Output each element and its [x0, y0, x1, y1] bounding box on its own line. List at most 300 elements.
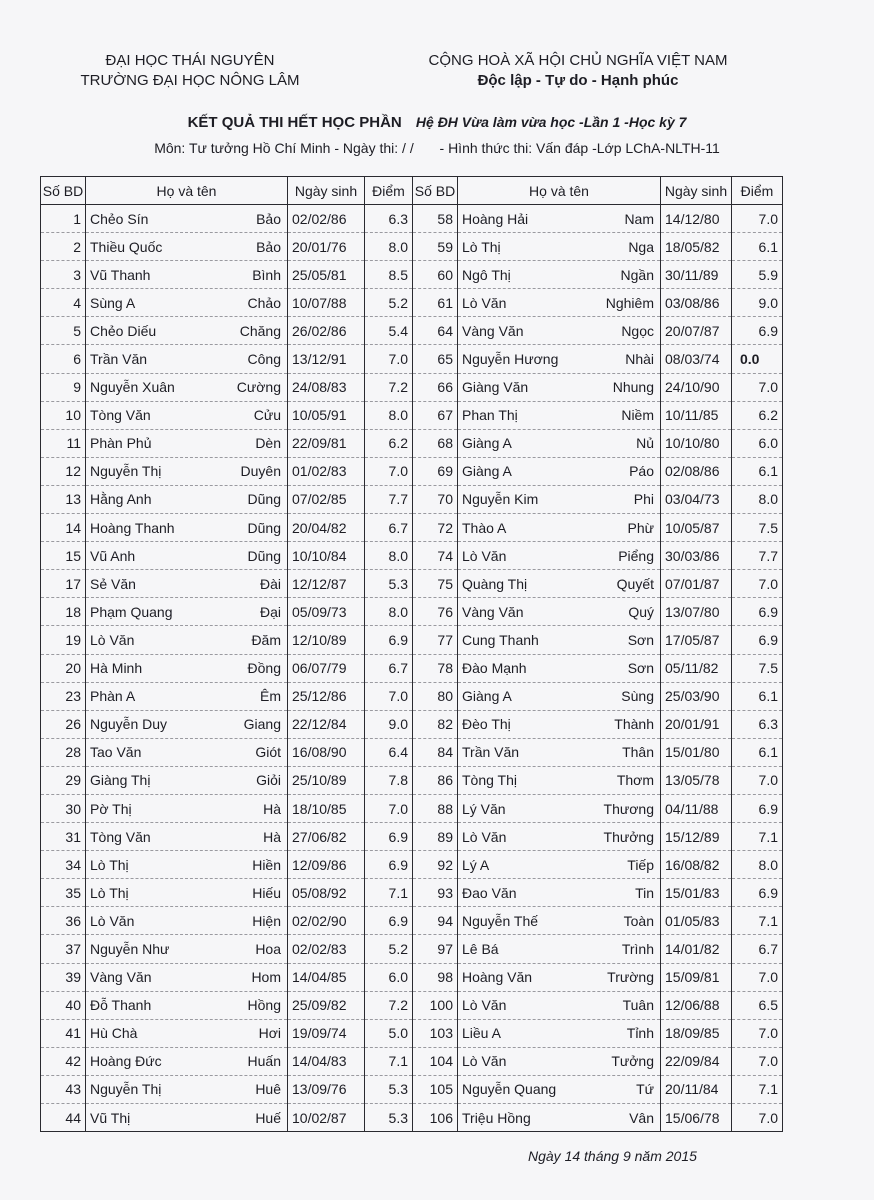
table-row: [41, 514, 783, 542]
date-of-birth: 25/09/82: [288, 991, 365, 1019]
table-row: [41, 485, 783, 513]
student-name-cell: [86, 682, 288, 710]
student-name-cell: [458, 879, 661, 907]
date-of-birth: 15/12/89: [661, 823, 732, 851]
given-name: Huấn: [247, 1053, 281, 1070]
family-middle-name: Chẻo Diếu: [90, 322, 157, 339]
score: 7.1: [365, 1047, 413, 1075]
student-name-cell: [458, 514, 661, 542]
date-of-birth: 20/04/82: [288, 514, 365, 542]
family-middle-name: Hoàng Văn: [462, 969, 533, 986]
table-header-row: [41, 177, 783, 205]
col-header-sbd: Số BD: [41, 177, 86, 205]
student-number: 15: [41, 542, 86, 570]
student-number: 64: [413, 317, 458, 345]
student-name-cell: [86, 794, 288, 822]
given-name: Vân: [629, 1109, 654, 1126]
given-name: Nủ: [636, 435, 654, 452]
table-row: [41, 373, 783, 401]
student-name-cell: [86, 429, 288, 457]
given-name: Nhài: [625, 351, 654, 368]
student-name-cell: [458, 963, 661, 991]
given-name: Quyết: [616, 575, 654, 592]
student-number: 77: [413, 626, 458, 654]
score: 7.0: [732, 205, 783, 233]
student-name-cell: [86, 766, 288, 794]
score: 6.9: [732, 879, 783, 907]
score: 8.0: [732, 851, 783, 879]
family-middle-name: Lò Thị: [90, 884, 129, 901]
score: 7.1: [732, 907, 783, 935]
student-name-cell: [86, 289, 288, 317]
family-middle-name: Tòng Thị: [462, 772, 517, 789]
given-name: Hơi: [258, 1025, 281, 1042]
table-row: [41, 738, 783, 766]
student-number: 9: [41, 373, 86, 401]
score: 6.9: [732, 626, 783, 654]
table-row: [41, 710, 783, 738]
student-name-cell: [458, 1047, 661, 1075]
table-row: [41, 851, 783, 879]
student-number: 94: [413, 907, 458, 935]
student-number: 13: [41, 485, 86, 513]
family-middle-name: Nguyễn Thế: [462, 912, 539, 929]
document-title: [0, 114, 874, 131]
student-name-cell: [86, 1075, 288, 1103]
student-name-cell: [86, 514, 288, 542]
score: 7.5: [732, 654, 783, 682]
family-middle-name: Chẻo Sín: [90, 210, 149, 227]
date-of-birth: 16/08/90: [288, 738, 365, 766]
score: 6.9: [365, 823, 413, 851]
student-name-cell: [86, 401, 288, 429]
given-name: Trường: [607, 969, 654, 986]
given-name: Cường: [236, 379, 281, 396]
date-of-birth: 08/03/74: [661, 345, 732, 373]
student-number: 80: [413, 682, 458, 710]
given-name: Phừ: [627, 519, 654, 536]
table-row: [41, 823, 783, 851]
score: 6.0: [365, 963, 413, 991]
given-name: Thân: [622, 744, 654, 761]
student-number: 30: [41, 794, 86, 822]
family-middle-name: Lò Thị: [90, 856, 129, 873]
university-name: ĐẠI HỌC THÁI NGUYÊN: [105, 52, 275, 69]
date-of-birth: 04/11/88: [661, 794, 732, 822]
given-name: Dũng: [247, 491, 281, 508]
score: 7.0: [732, 1047, 783, 1075]
student-name-cell: [86, 963, 288, 991]
family-middle-name: Vàng Văn: [462, 603, 524, 620]
score: 7.1: [365, 879, 413, 907]
student-number: 89: [413, 823, 458, 851]
family-middle-name: Hoàng Đức: [90, 1053, 162, 1070]
results-table: [40, 176, 783, 1132]
student-name-cell: [86, 738, 288, 766]
table-row: [41, 261, 783, 289]
date-of-birth: 14/04/85: [288, 963, 365, 991]
family-middle-name: Trần Văn: [462, 744, 520, 761]
date-of-birth: 22/09/81: [288, 429, 365, 457]
score: 8.0: [365, 233, 413, 261]
student-number: 28: [41, 738, 86, 766]
family-middle-name: Nguyễn Thị: [90, 1081, 162, 1098]
given-name: Bình: [252, 266, 281, 283]
student-number: 6: [41, 345, 86, 373]
student-number: 10: [41, 401, 86, 429]
given-name: Trình: [621, 940, 654, 957]
student-name-cell: [86, 626, 288, 654]
date-of-birth: 30/03/86: [661, 542, 732, 570]
student-name-cell: [86, 317, 288, 345]
student-name-cell: [86, 261, 288, 289]
family-middle-name: Lò Văn: [462, 294, 507, 311]
given-name: Niềm: [621, 407, 654, 424]
student-name-cell: [86, 1019, 288, 1047]
family-middle-name: Vũ Anh: [90, 547, 136, 564]
date-of-birth: 02/02/90: [288, 907, 365, 935]
date-of-birth: 02/02/86: [288, 205, 365, 233]
date-of-birth: 27/06/82: [288, 823, 365, 851]
given-name: Giang: [243, 716, 281, 733]
student-number: 2: [41, 233, 86, 261]
student-name-cell: [458, 598, 661, 626]
date-of-birth: 15/01/80: [661, 738, 732, 766]
given-name: Chăng: [239, 322, 281, 339]
student-name-cell: [458, 429, 661, 457]
given-name: Piểng: [618, 547, 654, 564]
date-of-birth: 05/08/92: [288, 879, 365, 907]
student-name-cell: [86, 598, 288, 626]
student-number: 1: [41, 205, 86, 233]
table-row: [41, 626, 783, 654]
score: 6.7: [732, 935, 783, 963]
date-of-birth: 20/11/84: [661, 1075, 732, 1103]
family-middle-name: Lò Thị: [462, 238, 501, 255]
family-middle-name: Hằng Anh: [90, 491, 152, 508]
table-row: [41, 935, 783, 963]
date-of-birth: 30/11/89: [661, 261, 732, 289]
table-row: [41, 570, 783, 598]
student-number: 44: [41, 1104, 86, 1132]
student-name-cell: [458, 794, 661, 822]
score: 5.9: [732, 261, 783, 289]
score: 7.7: [365, 485, 413, 513]
student-name-cell: [458, 851, 661, 879]
score: 7.0: [732, 1104, 783, 1132]
student-name-cell: [86, 907, 288, 935]
score: 5.2: [365, 289, 413, 317]
given-name: Nga: [628, 238, 654, 255]
student-name-cell: [86, 345, 288, 373]
student-number: 42: [41, 1047, 86, 1075]
family-middle-name: Vàng Văn: [90, 969, 152, 986]
family-middle-name: Lò Văn: [462, 828, 507, 845]
score: 5.0: [365, 1019, 413, 1047]
family-middle-name: Phan Thị: [462, 407, 518, 424]
given-name: Huê: [255, 1081, 281, 1098]
date-of-birth: 25/10/89: [288, 766, 365, 794]
date-of-birth: 07/01/87: [661, 570, 732, 598]
student-name-cell: [458, 738, 661, 766]
score: 6.3: [732, 710, 783, 738]
family-middle-name: Nguyễn Thị: [90, 463, 162, 480]
family-middle-name: Phạm Quang: [90, 603, 173, 620]
score: 5.4: [365, 317, 413, 345]
student-name-cell: [458, 485, 661, 513]
score: 8.5: [365, 261, 413, 289]
table-row: [41, 205, 783, 233]
student-name-cell: [86, 654, 288, 682]
date-of-birth: 14/01/82: [661, 935, 732, 963]
given-name: Hà: [263, 828, 281, 845]
student-name-cell: [458, 542, 661, 570]
family-middle-name: Đào Mạnh: [462, 660, 527, 677]
family-middle-name: Sùng A: [90, 294, 136, 311]
date-of-birth: 20/01/76: [288, 233, 365, 261]
given-name: Hồng: [247, 997, 281, 1014]
student-number: 100: [413, 991, 458, 1019]
date-of-birth: 25/03/90: [661, 682, 732, 710]
date-of-birth: 10/10/84: [288, 542, 365, 570]
given-name: Đại: [259, 603, 281, 620]
date-of-birth: 22/12/84: [288, 710, 365, 738]
student-number: 4: [41, 289, 86, 317]
family-middle-name: Nguyễn Xuân: [90, 379, 175, 396]
student-number: 97: [413, 935, 458, 963]
student-name-cell: [86, 373, 288, 401]
family-middle-name: Lò Văn: [462, 997, 507, 1014]
student-number: 29: [41, 766, 86, 794]
date-of-birth: 10/05/87: [661, 514, 732, 542]
score: 8.0: [365, 598, 413, 626]
family-middle-name: Trần Văn: [90, 351, 148, 368]
family-middle-name: Hà Minh: [90, 660, 143, 677]
student-number: 86: [413, 766, 458, 794]
date-of-birth: 01/02/83: [288, 457, 365, 485]
student-name-cell: [458, 345, 661, 373]
date-of-birth: 10/11/85: [661, 401, 732, 429]
date-of-birth: 13/09/76: [288, 1075, 365, 1103]
student-number: 43: [41, 1075, 86, 1103]
given-name: Dèn: [255, 435, 281, 452]
date-of-birth: 12/12/87: [288, 570, 365, 598]
table-row: [41, 1075, 783, 1103]
given-name: Phi: [633, 491, 654, 508]
given-name: Cửu: [253, 407, 281, 424]
score: 8.0: [365, 401, 413, 429]
score: 6.7: [365, 654, 413, 682]
date-of-birth: 26/02/86: [288, 317, 365, 345]
given-name: Tiếp: [627, 856, 654, 873]
family-middle-name: Nguyễn Kim: [462, 491, 539, 508]
student-number: 26: [41, 710, 86, 738]
given-name: Tứ: [636, 1081, 654, 1098]
student-name-cell: [458, 682, 661, 710]
score: 9.0: [732, 289, 783, 317]
family-middle-name: Thào A: [462, 519, 507, 536]
student-number: 69: [413, 457, 458, 485]
given-name: Thơm: [616, 772, 654, 789]
given-name: Sơn: [627, 631, 654, 648]
family-middle-name: Tòng Văn: [90, 407, 151, 424]
student-number: 68: [413, 429, 458, 457]
table-row: [41, 457, 783, 485]
signing-date: Ngày 14 tháng 9 năm 2015: [528, 1148, 697, 1164]
student-number: 67: [413, 401, 458, 429]
date-of-birth: 10/10/80: [661, 429, 732, 457]
student-number: 18: [41, 598, 86, 626]
family-middle-name: Quàng Thị: [462, 575, 528, 592]
student-number: 76: [413, 598, 458, 626]
given-name: Toàn: [623, 912, 654, 929]
date-of-birth: 13/07/80: [661, 598, 732, 626]
student-name-cell: [458, 261, 661, 289]
table-row: [41, 289, 783, 317]
student-name-cell: [458, 401, 661, 429]
country-name: CỘNG HOÀ XÃ HỘI CHỦ NGHĨA VIỆT NAM: [428, 52, 728, 69]
score: 6.1: [732, 233, 783, 261]
family-middle-name: Giàng Văn: [462, 379, 529, 396]
family-middle-name: Hoàng Thanh: [90, 519, 175, 536]
given-name: Giót: [255, 744, 281, 761]
student-name-cell: [86, 570, 288, 598]
student-number: 5: [41, 317, 86, 345]
student-name-cell: [458, 907, 661, 935]
date-of-birth: 10/02/87: [288, 1104, 365, 1132]
given-name: Chảo: [247, 294, 281, 311]
table-row: [41, 766, 783, 794]
given-name: Hiện: [252, 912, 281, 929]
family-middle-name: Cung Thanh: [462, 631, 539, 648]
date-of-birth: 10/05/91: [288, 401, 365, 429]
student-name-cell: [458, 654, 661, 682]
table-row: [41, 907, 783, 935]
family-middle-name: Lê Bá: [462, 940, 499, 957]
table-row: [41, 1047, 783, 1075]
student-number: 106: [413, 1104, 458, 1132]
col-header-dob: Ngày sinh: [288, 177, 365, 205]
score: 6.3: [365, 205, 413, 233]
date-of-birth: 20/07/87: [661, 317, 732, 345]
student-name-cell: [458, 626, 661, 654]
score: 0.0: [732, 345, 783, 373]
student-name-cell: [86, 457, 288, 485]
student-name-cell: [458, 205, 661, 233]
score: 7.0: [732, 570, 783, 598]
table-row: [41, 345, 783, 373]
student-name-cell: [86, 710, 288, 738]
date-of-birth: 05/11/82: [661, 654, 732, 682]
score: 7.7: [732, 542, 783, 570]
date-of-birth: 03/08/86: [661, 289, 732, 317]
given-name: Giỏi: [256, 772, 281, 789]
given-name: Thành: [614, 716, 654, 733]
date-of-birth: 18/09/85: [661, 1019, 732, 1047]
col-header-name: Họ và tên: [458, 177, 661, 205]
date-of-birth: 01/05/83: [661, 907, 732, 935]
student-name-cell: [86, 233, 288, 261]
date-of-birth: 15/06/78: [661, 1104, 732, 1132]
score: 8.0: [365, 542, 413, 570]
student-number: 37: [41, 935, 86, 963]
student-number: 20: [41, 654, 86, 682]
score: 6.9: [365, 626, 413, 654]
given-name: Đài: [259, 575, 281, 592]
family-middle-name: Hù Chà: [90, 1025, 138, 1042]
score: 6.0: [732, 429, 783, 457]
institution-header: [60, 51, 320, 91]
score: 7.2: [365, 991, 413, 1019]
student-number: 72: [413, 514, 458, 542]
student-number: 70: [413, 485, 458, 513]
exam-format-info: - Hình thức thi: Vấn đáp -Lớp LChA-NLTH-11: [439, 140, 720, 156]
family-middle-name: Đỗ Thanh: [90, 997, 152, 1014]
score: 6.2: [732, 401, 783, 429]
date-of-birth: 14/12/80: [661, 205, 732, 233]
score: 7.0: [365, 457, 413, 485]
student-number: 84: [413, 738, 458, 766]
student-name-cell: [458, 1104, 661, 1132]
student-number: 35: [41, 879, 86, 907]
table-row: [41, 401, 783, 429]
student-name-cell: [86, 205, 288, 233]
student-name-cell: [458, 1075, 661, 1103]
given-name: Quý: [628, 603, 654, 620]
national-header: [410, 51, 746, 91]
family-middle-name: Lý Văn: [462, 800, 506, 817]
date-of-birth: 13/12/91: [288, 345, 365, 373]
student-number: 31: [41, 823, 86, 851]
given-name: Thương: [603, 800, 654, 817]
date-of-birth: 05/09/73: [288, 598, 365, 626]
given-name: Tin: [635, 884, 654, 901]
col-header-name: Họ và tên: [86, 177, 288, 205]
given-name: Êm: [260, 688, 281, 705]
family-middle-name: Phàn A: [90, 688, 136, 705]
date-of-birth: 15/01/83: [661, 879, 732, 907]
given-name: Bảo: [256, 210, 281, 227]
given-name: Hom: [251, 969, 281, 986]
family-middle-name: Lý A: [462, 856, 490, 873]
student-number: 17: [41, 570, 86, 598]
student-number: 93: [413, 879, 458, 907]
family-middle-name: Vũ Thanh: [90, 266, 151, 283]
col-header-score: Điểm: [365, 177, 413, 205]
score: 7.2: [365, 373, 413, 401]
date-of-birth: 22/09/84: [661, 1047, 732, 1075]
family-middle-name: Nguyễn Như: [90, 940, 170, 957]
family-middle-name: Nguyễn Hương: [462, 351, 559, 368]
col-header-score: Điểm: [732, 177, 783, 205]
student-name-cell: [86, 1104, 288, 1132]
student-name-cell: [458, 289, 661, 317]
score: 9.0: [365, 710, 413, 738]
student-name-cell: [86, 542, 288, 570]
family-middle-name: Giàng A: [462, 463, 512, 480]
student-name-cell: [86, 991, 288, 1019]
student-name-cell: [86, 823, 288, 851]
table-row: [41, 598, 783, 626]
exam-info: [0, 140, 874, 156]
date-of-birth: 13/05/78: [661, 766, 732, 794]
given-name: Nam: [624, 210, 654, 227]
student-name-cell: [458, 991, 661, 1019]
national-motto: Độc lập - Tự do - Hạnh phúc: [477, 72, 679, 89]
student-number: 40: [41, 991, 86, 1019]
student-number: 78: [413, 654, 458, 682]
family-middle-name: Ngô Thị: [462, 266, 511, 283]
